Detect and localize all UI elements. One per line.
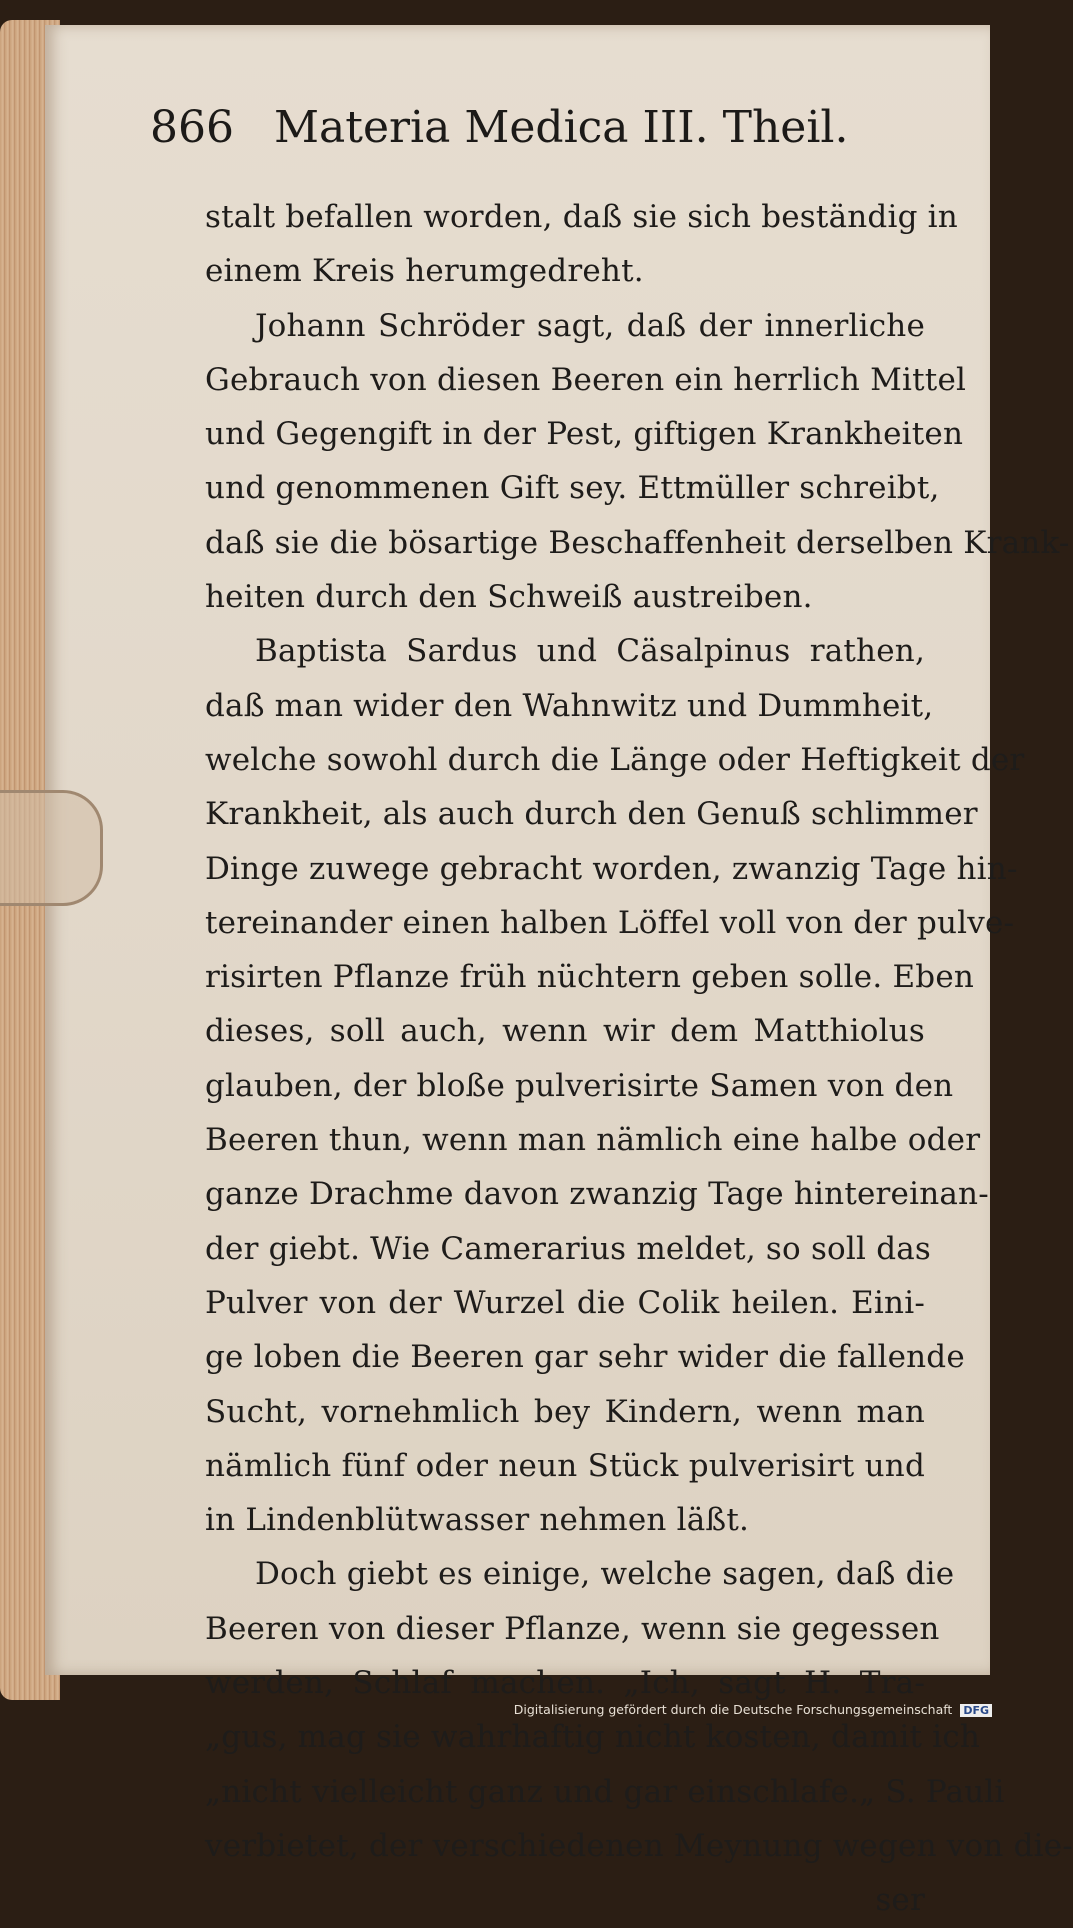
text-line: ganze Drachme davon zwanzig Tage hintereinan- [205,1176,989,1213]
text-line: und Gegengift in der Pest, giftigen Krankheiten [205,416,964,453]
text-line: ge loben die Beeren gar sehr wider die fallende [205,1339,965,1376]
text-line: daß sie die bösartige Beschaffenheit derselben Krank- [205,524,1070,561]
text-line: Pulver von der Wurzel die Colik heilen. Eini- [205,1284,925,1321]
text-line: nämlich fünf oder neun Stück pulverisirt und [205,1447,925,1484]
text-line: Sucht, vornehmlich bey Kindern, wenn man [205,1393,925,1430]
text-line: Beeren von dieser Pflanze, wenn sie gegessen [205,1610,940,1647]
text-line: risirten Pflanze früh nüchtern geben solle. Eben [205,959,975,996]
text-line: „gus, mag sie wahrhaftig nicht kosten, damit ich [205,1719,981,1756]
running-title: Materia Medica III. Theil. [273,102,849,153]
text-line: Dinge zuwege gebracht worden, zwanzig Tage hin- [205,850,1018,887]
page-header [150,102,910,153]
text-line: Krankheit, als auch durch den Genuß schlimmer [205,796,978,833]
text-line: der giebt. Wie Camerarius meldet, so soll das [205,1230,932,1267]
text-line: daß man wider den Wahnwitz und Dummheit, [205,687,934,724]
text-line: tereinander einen halben Löffel voll von der pulve- [205,904,1015,941]
page-clip-tab [0,790,103,906]
text-line: ser [875,1882,925,1919]
text-line: Doch giebt es einige, welche sagen, daß die [255,1556,955,1593]
text-line: in Lindenblütwasser nehmen läßt. [205,1502,750,1539]
credit-text: Digitalisierung gefördert durch die Deutsche Forschungsgemeinschaft [513,1702,953,1717]
text-line: und genommenen Gift sey. Ettmüller schreibt, [205,470,940,507]
text-line: stalt befallen worden, daß sie sich beständig in [205,199,958,235]
page-number: 866 [150,102,234,153]
text-line: einem Kreis herumgedreht. [205,253,644,290]
dfg-logo: DFG [960,1704,992,1717]
text-line: Johann Schröder sagt, daß der innerliche [255,307,925,344]
text-line: heiten durch den Schweiß austreiben. [205,579,813,616]
text-line: „nicht vielleicht ganz und gar einschlafe.„ S. Pauli [205,1773,1005,1810]
text-line: werden, Schlaf machen. „Ich, sagt H. Tra- [205,1665,925,1702]
text-line: Baptista Sardus und Cäsalpinus rathen, [255,633,925,670]
text-line: Beeren thun, wenn man nämlich eine halbe oder [205,1122,981,1159]
text-line: glauben, der bloße pulverisirte Samen von den [205,1067,954,1104]
text-line: welche sowohl durch die Länge oder Heftigkeit der [205,741,1025,778]
text-line: verbietet, der verschiedenen Meynung wegen von die- [205,1827,1073,1864]
digitization-credit [0,1702,992,1717]
text-line: Gebrauch von diesen Beeren ein herrlich Mittel [205,361,967,398]
text-line: dieses, soll auch, wenn wir dem Matthiolus [205,1013,925,1050]
